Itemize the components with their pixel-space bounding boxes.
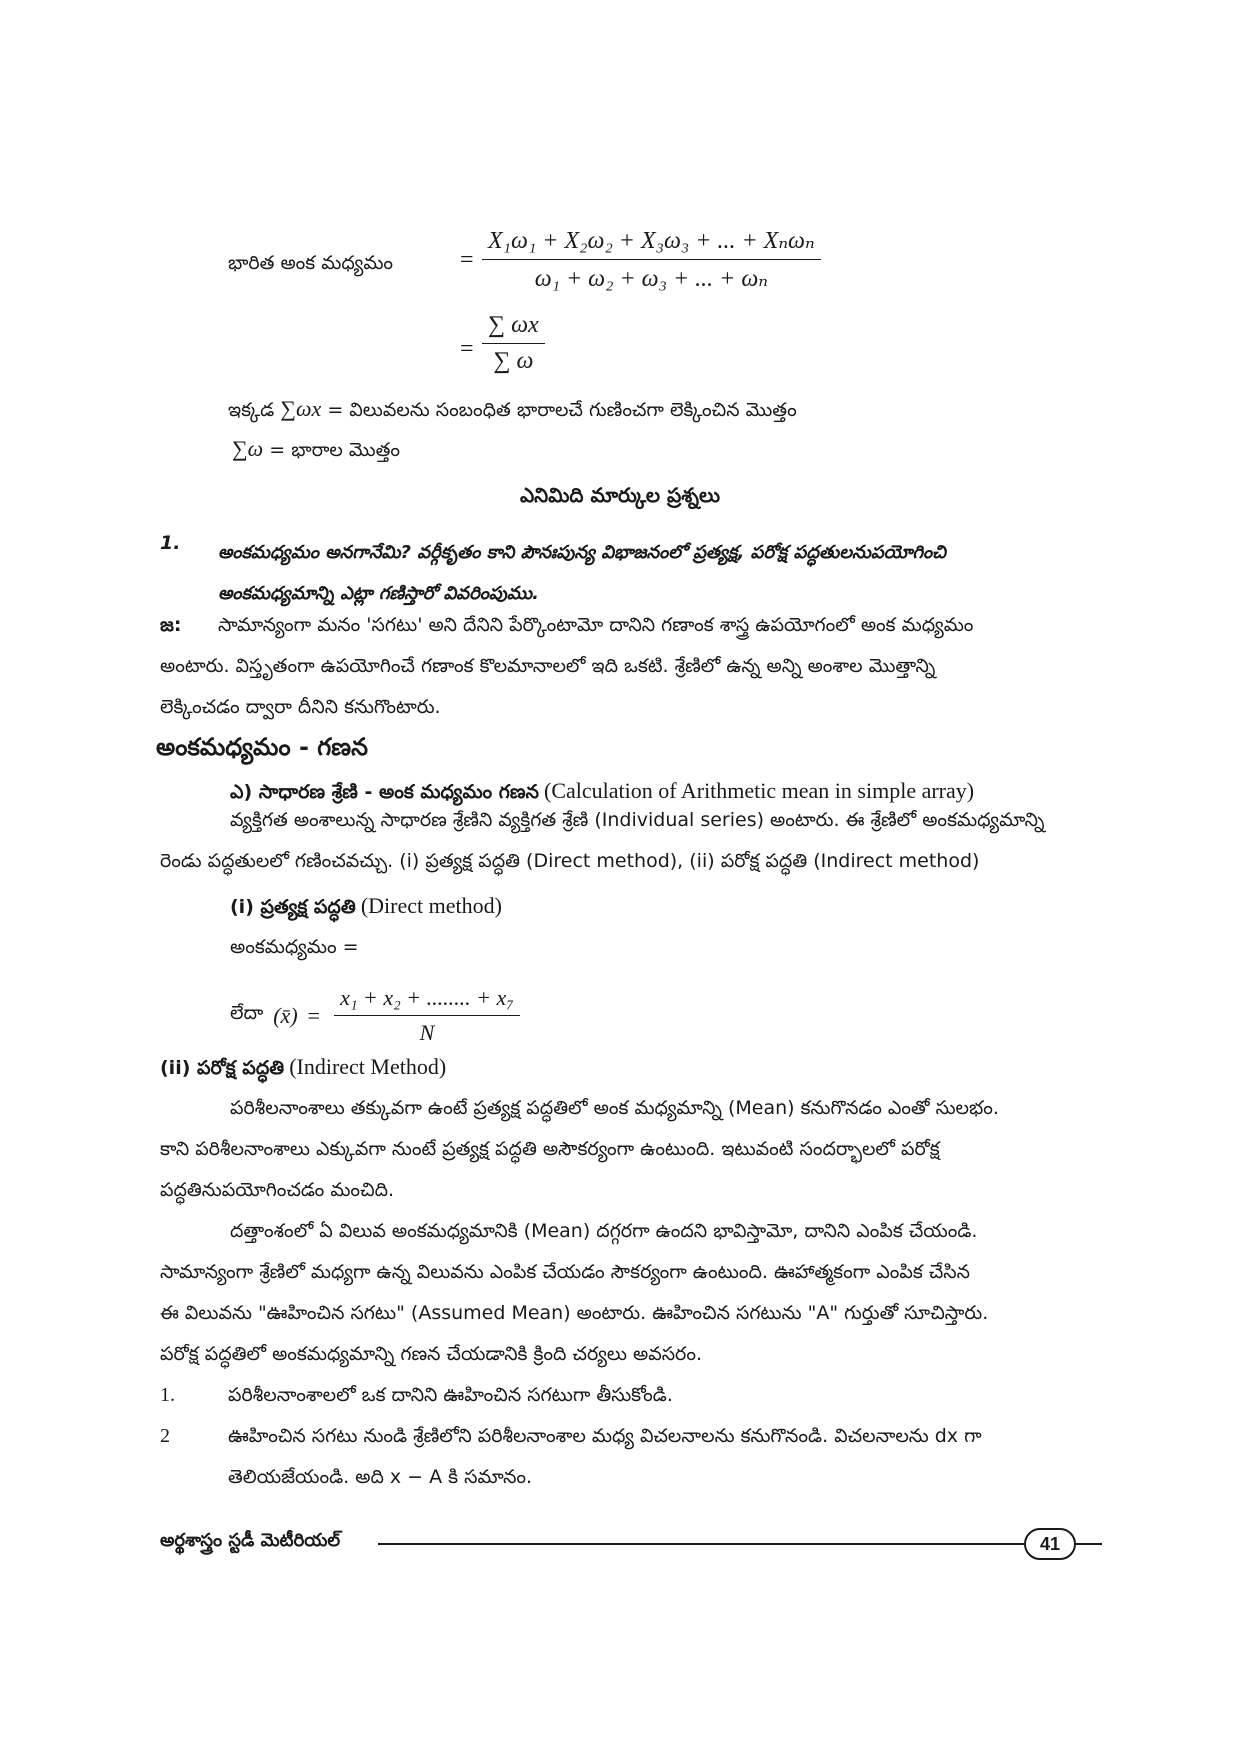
indirect-p2-line-2: సామాన్యంగా శ్రేణిలో మధ్యగా ఉన్న విలువను ఎంపిక చేయడం సౌకర్యంగా ఉంటుంది. ఊహాత్మకంగా ఎంపిక చేసిన — [160, 1261, 970, 1283]
indirect-p1-line-1: పరిశీలనాంశాలు తక్కువగా ఉంటే ప్రత్యక్ష పద్ధతిలో అంక మధ్యమాన్ని (Mean) కనుగొనడం ఎంతో సులభం. — [230, 1097, 999, 1119]
direct-method-en: (Direct method) — [360, 893, 502, 918]
question-line-2: అంకమధ్యమాన్ని ఎట్లా గణిస్తారో వివరింపుము. — [218, 583, 539, 604]
footer-rule-tail — [1076, 1543, 1102, 1545]
footer-rule — [378, 1543, 1026, 1545]
direct-fraction — [334, 985, 520, 1046]
indirect-p2-line-1: దత్తాంశంలో ఏ విలువ అంకమధ్యమానికి (Mean) దగ్గరగా ఉందని భావిస్తామో, దానిని ఎంపిక చేయండి. — [230, 1220, 978, 1242]
definition-sum-wx — [228, 396, 797, 426]
calc-heading: అంకమధ్యమం - గణన — [156, 733, 368, 761]
direct-method-te: (i) ప్రత్యక్ష పద్ధతి — [230, 896, 356, 918]
indirect-p1-line-2: కాని పరిశీలనాంశాలు ఎక్కువగా నుంటే ప్రత్యక్ష పద్ధతి అసౌకర్యంగా ఉంటుంది. ఇటువంటి సందర్భాలలో పరోక్ష — [160, 1138, 940, 1160]
step-1-line-1: పరిశీలనాంశాలలో ఒక దానిని ఊహించిన సగటుగా తీసుకోండి. — [228, 1384, 673, 1406]
question-text — [218, 532, 1098, 614]
direct-mean-label: అంకమధ్యమం = — [230, 936, 359, 958]
step-2-line-2: తెలియజేయండి. అది x − A కి సమానం. — [228, 1466, 533, 1488]
indirect-p2-line-4: పరోక్ష పద్ధతిలో అంకమధ్యమాన్ని గణన చేయడానికి క్రింది చర్యలు అవసరం. — [160, 1343, 702, 1365]
weighted-mean-numerator: X₁ω₁ + X₂ω₂ + X₃ω₃ + ... + Xₙωₙ — [482, 226, 821, 260]
direct-xbar: (x̄) — [273, 1002, 298, 1028]
answer-line-1: సామాన్యంగా మనం 'సగటు' అని దేనిని పేర్కొంటామో దానిని గణాంక శాస్త్ర ఉపయోగంలో అంక మధ్యమం — [218, 614, 974, 636]
indirect-method-en: (Indirect Method) — [289, 1054, 447, 1079]
direct-formula — [230, 985, 520, 1046]
weighted-mean-equals: = — [460, 247, 474, 273]
question-number: 1. — [160, 532, 181, 554]
answer-prefix: జ: — [160, 614, 182, 636]
direct-or-label: లేదా — [230, 1002, 264, 1024]
sum-equals: = — [460, 336, 474, 362]
step-2-number: 2 — [160, 1425, 170, 1447]
answer-line-2: అంటారు. విస్తృతంగా ఉపయోగించే గణాంక కొలమానాలలో ఇది ఒకటి. శ్రేణిలో ఉన్న అన్ని అంశాల మొత్తాన్ని — [160, 655, 936, 677]
direct-numerator: x₁ + x₂ + ........ + x₇ — [334, 985, 520, 1016]
page-number: 41 — [1024, 1528, 1076, 1560]
weighted-mean-denominator: ω₁ + ω₂ + ω₃ + ... + ωₙ — [534, 266, 769, 292]
indirect-p2-line-3: ఈ విలువను "ఊహించిన సగటు" (Assumed Mean) అంటారు. ఊహించిన సగటును "A" గుర్తుతో సూచిస్తారు. — [160, 1302, 989, 1324]
sum-numerator: ∑ ωx — [482, 312, 545, 344]
indirect-p1-line-3: పద్ధతినుపయోగించడం మంచిది. — [160, 1179, 395, 1201]
definition-symbol-wx: ∑ωx — [280, 396, 322, 421]
direct-method-heading — [230, 893, 502, 923]
question-line-1: అంకమధ్యమం అనగానేమి? వర్గీకృతం కాని పౌనఃపున్య విభాజనంలో ప్రత్యక్ష, పరోక్ష పద్ధతులనుపయోగించి — [218, 542, 946, 563]
sum-denominator: ∑ ω — [493, 348, 534, 374]
subsection-a-en: (Calculation of Arithmetic mean in simple array) — [544, 778, 975, 803]
definition-symbol-w: ∑ω — [232, 436, 264, 461]
step-2-line-1: ఊహించిన సగటు నుండి శ్రేణిలోని పరిశీలనాంశాల మధ్య విచలనాలను కనుగొనండి. విచలనాలను dx గా — [228, 1425, 982, 1447]
indirect-method-heading — [160, 1054, 446, 1084]
intro-line-1: వ్యక్తిగత అంశాలున్న సాధారణ శ్రేణిని వ్యక్తిగత శ్రేణి (Individual series) అంటారు. ఈ శ్రేణిలో అంకమధ్యమాన్ని — [230, 809, 1045, 831]
definition-text-w: = భారాల మొత్తం — [269, 439, 400, 461]
definition-text-wx: = విలువలను సంబంధిత భారాలచే గుణించగా లెక్కించిన మొత్తం — [327, 399, 797, 421]
direct-denominator: N — [419, 1020, 435, 1045]
section-heading: ఎనిమిది మార్కుల ప్రశ్నలు — [519, 483, 721, 507]
subsection-a-te: ఎ) సాధారణ శ్రేణి - అంక మధ్యమం గణన — [230, 781, 539, 803]
definition-sum-w — [232, 436, 400, 466]
definition-prefix: ఇక్కడ — [228, 399, 275, 421]
weighted-mean-fraction — [482, 226, 821, 293]
indirect-method-te: (ii) పరోక్ష పద్ధతి — [160, 1057, 285, 1079]
weighted-mean-label: భారిత అంక మధ్యమం — [228, 252, 394, 274]
footer-title: అర్థశాస్త్రం స్టడీ మెటీరియల్ — [160, 1530, 341, 1551]
intro-line-2: రెండు పద్ధతులలో గణించవచ్చు. (i) ప్రత్యక్ష పద్ధతి (Direct method), (ii) పరోక్ష పద్ధతి (Indirect method) — [160, 850, 980, 872]
step-1-number: 1. — [160, 1384, 175, 1406]
direct-equals: = — [307, 1002, 321, 1028]
answer-line-3: లెక్కించడం ద్వారా దీనిని కనుగొంటారు. — [160, 696, 441, 718]
sum-fraction — [482, 312, 545, 375]
